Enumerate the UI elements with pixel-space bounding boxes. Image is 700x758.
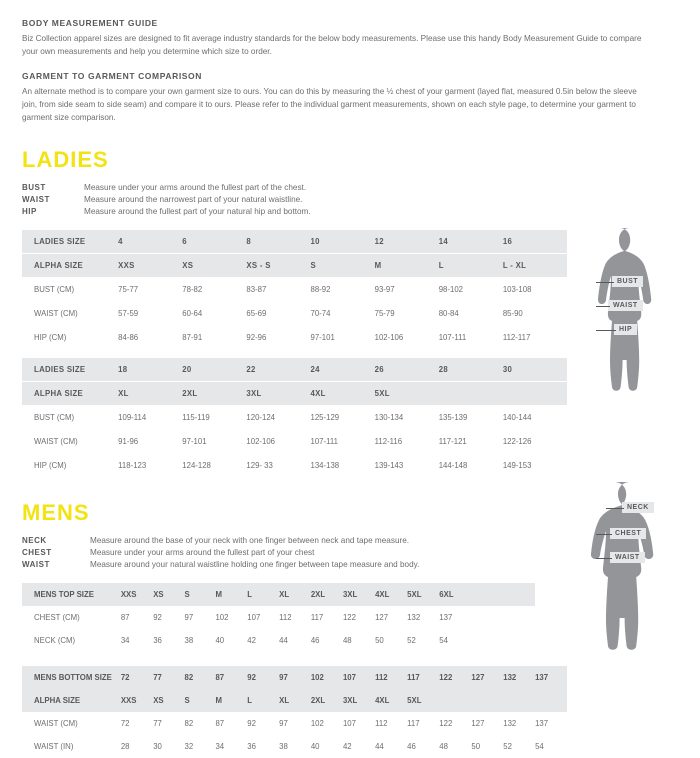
row-label: MENS BOTTOM SIZE <box>22 666 121 689</box>
value-cell: 107-111 <box>439 325 503 349</box>
ladies-silhouette-icon <box>570 224 690 464</box>
value-cell: 87 <box>120 613 130 623</box>
table-header-row <box>22 358 567 382</box>
value-cell <box>471 606 503 629</box>
value-cell: 54 <box>535 742 544 752</box>
value-cell: 120-124 <box>246 406 310 430</box>
size-cell: 127 <box>471 666 503 689</box>
value-cell: 102 <box>215 613 229 623</box>
value-cell <box>471 629 503 652</box>
value-cell: 54 <box>439 636 448 646</box>
size-cell: 132 <box>503 666 535 689</box>
row-label: MENS TOP SIZE <box>22 583 121 606</box>
value-cell: 115-119 <box>182 406 246 430</box>
value-cell: 107 <box>247 613 261 623</box>
size-cell: 24 <box>311 358 375 382</box>
value-cell: 127 <box>375 613 389 623</box>
alpha-cell: 5XL <box>407 689 439 712</box>
size-cell: 6 <box>182 230 246 254</box>
value-cell: 134-138 <box>311 454 375 478</box>
value-cell: 102 <box>310 719 324 729</box>
legend-item <box>22 183 678 192</box>
table-spacer <box>22 349 567 358</box>
value-cell <box>503 606 535 629</box>
mens-top-header-row <box>22 583 567 606</box>
row-label: NECK (CM) <box>34 636 76 646</box>
alpha-cell: 4XL <box>375 689 407 712</box>
value-cell: 28 <box>120 742 130 752</box>
value-cell: 122-126 <box>503 430 567 454</box>
size-cell: 107 <box>343 666 375 689</box>
figure-label-waist: WAIST <box>610 552 645 563</box>
alpha-cell: S <box>311 253 375 277</box>
row-label: WAIST (CM) <box>34 719 78 729</box>
value-cell: 135-139 <box>439 406 503 430</box>
value-cell: 92 <box>247 719 256 729</box>
size-cell: 112 <box>375 666 407 689</box>
row-label: LADIES SIZE <box>22 230 118 254</box>
value-cell: 40 <box>310 742 320 752</box>
size-cell: L <box>247 583 279 606</box>
value-cell: 85-90 <box>503 301 567 325</box>
alpha-cell <box>535 689 567 712</box>
alpha-cell: XL <box>118 382 182 406</box>
alpha-cell: 4XL <box>311 382 375 406</box>
row-label: ALPHA SIZE <box>22 253 118 277</box>
alpha-cell <box>471 689 503 712</box>
alpha-cell: XXS <box>118 253 182 277</box>
value-cell: 117-121 <box>439 430 503 454</box>
value-cell: 92-96 <box>246 325 310 349</box>
figure-label-bust: BUST <box>612 276 643 287</box>
value-cell: 112 <box>279 613 292 623</box>
size-cell: 12 <box>375 230 439 254</box>
value-cell: 122 <box>439 719 453 729</box>
size-cell: 92 <box>247 666 279 689</box>
garment-comparison-title: GARMENT TO GARMENT COMPARISON <box>22 70 202 81</box>
value-cell: 139-143 <box>375 454 439 478</box>
value-cell: 34 <box>215 742 225 752</box>
value-cell: 48 <box>439 742 448 752</box>
value-cell: 42 <box>342 742 352 752</box>
table-alpha-row <box>22 382 567 406</box>
row-label: ALPHA SIZE <box>22 689 121 712</box>
ladies-body-figure <box>570 224 690 469</box>
value-cell: 44 <box>375 742 384 752</box>
figure-tick-waist <box>596 306 610 307</box>
value-cell: 44 <box>279 636 288 646</box>
value-cell: 107 <box>342 719 356 729</box>
ladies-section-heading: LADIES <box>22 146 109 172</box>
table-row <box>22 629 567 652</box>
figure-tick-hip <box>596 330 616 331</box>
table-row <box>22 277 567 301</box>
legend-key: WAIST <box>22 194 50 204</box>
size-cell: 117 <box>407 666 439 689</box>
value-cell: 52 <box>503 742 512 752</box>
value-cell: 84-86 <box>118 325 182 349</box>
alpha-cell: XS - S <box>246 253 310 277</box>
value-cell: 60-64 <box>182 301 246 325</box>
alpha-cell <box>439 689 471 712</box>
value-cell: 50 <box>375 636 384 646</box>
row-label: BUST (CM) <box>22 277 118 301</box>
size-cell: 72 <box>121 666 153 689</box>
size-cell: M <box>215 583 247 606</box>
value-cell: 40 <box>215 636 225 646</box>
value-cell: 42 <box>247 636 256 646</box>
table-row <box>22 325 567 349</box>
value-cell: 127 <box>471 719 485 729</box>
legend-text: Measure around the narrowest part of your natural waistline. <box>84 194 303 204</box>
value-cell: 65-69 <box>246 301 310 325</box>
row-label: WAIST (CM) <box>22 430 118 454</box>
table-row <box>22 430 567 454</box>
legend-item <box>22 195 678 204</box>
value-cell: 93-97 <box>375 277 439 301</box>
value-cell: 72 <box>120 719 130 729</box>
value-cell: 87-91 <box>182 325 246 349</box>
size-cell: 18 <box>118 358 182 382</box>
value-cell: 30 <box>153 742 162 752</box>
table-row <box>22 606 567 629</box>
size-cell: 2XL <box>311 583 343 606</box>
value-cell: 137 <box>535 719 549 729</box>
garment-comparison-text: An alternate method is to compare your own garment size to ours. You can do this by measuring the ½ chest of your garment (layed flat, measured 0.5in below the sleeve join, from side seam to side seam) and compare it to ours. Please refer to the individual garment measurements, shown on each style page, to determine your garment to garment size comparison. <box>22 86 637 122</box>
figure-tick-waist <box>596 558 612 559</box>
table-row <box>22 712 567 735</box>
value-cell: 97 <box>184 613 194 623</box>
value-cell: 129- 33 <box>246 454 310 478</box>
alpha-cell: S <box>185 689 216 712</box>
size-cell: 22 <box>246 358 310 382</box>
alpha-cell: M <box>215 689 247 712</box>
row-label: WAIST (IN) <box>34 742 74 752</box>
value-cell <box>503 629 535 652</box>
alpha-cell: L - XL <box>503 253 567 277</box>
value-cell: 102-106 <box>246 430 310 454</box>
size-cell: 20 <box>182 358 246 382</box>
table-alpha-row <box>22 253 567 277</box>
size-cell: 4 <box>118 230 182 254</box>
value-cell: 98-102 <box>439 277 503 301</box>
value-cell: 107-111 <box>311 430 375 454</box>
figure-tick-neck <box>606 508 624 509</box>
value-cell: 149-153 <box>503 454 567 478</box>
row-label: ALPHA SIZE <box>22 382 118 406</box>
row-label: LADIES SIZE <box>22 358 118 382</box>
value-cell: 97-101 <box>311 325 375 349</box>
alpha-cell: XXS <box>121 689 153 712</box>
figure-tick-bust <box>596 282 614 283</box>
legend-item <box>22 207 678 216</box>
size-cell: 26 <box>375 358 439 382</box>
alpha-cell: M <box>375 253 439 277</box>
figure-label-hip: HIP <box>614 324 637 335</box>
value-cell: 92 <box>153 613 162 623</box>
size-cell: XS <box>153 583 184 606</box>
legend-key: WAIST <box>22 560 50 570</box>
size-cell: XXS <box>121 583 153 606</box>
value-cell: 117 <box>310 613 324 623</box>
size-cell: 122 <box>439 666 471 689</box>
ladies-measure-legend <box>22 183 678 216</box>
value-cell: 102-106 <box>375 325 439 349</box>
size-cell: S <box>185 583 216 606</box>
value-cell: 88-92 <box>311 277 375 301</box>
alpha-cell: 3XL <box>343 689 375 712</box>
value-cell: 48 <box>342 636 352 646</box>
value-cell: 137 <box>439 613 453 623</box>
size-cell: 137 <box>535 666 567 689</box>
alpha-cell: 2XL <box>311 689 343 712</box>
legend-text: Measure around the fullest part of your natural hip and bottom. <box>84 206 311 216</box>
row-label: BUST (CM) <box>22 406 118 430</box>
value-cell: 75-77 <box>118 277 182 301</box>
size-cell <box>471 583 503 606</box>
value-cell: 112 <box>375 719 388 729</box>
legend-key: BUST <box>22 182 46 192</box>
alpha-cell <box>503 689 535 712</box>
legend-text: Measure around your natural waistline holding one finger between tape measure and body. <box>90 560 420 570</box>
value-cell: 130-134 <box>375 406 439 430</box>
size-cell: 10 <box>311 230 375 254</box>
body-measurement-guide-block <box>22 18 678 59</box>
figure-label-chest: CHEST <box>610 528 646 539</box>
value-cell: 112-116 <box>375 430 439 454</box>
size-cell: 16 <box>503 230 567 254</box>
alpha-cell: 3XL <box>246 382 310 406</box>
value-cell: 122 <box>342 613 356 623</box>
value-cell: 34 <box>120 636 130 646</box>
value-cell: 112-117 <box>503 325 567 349</box>
value-cell: 38 <box>184 636 194 646</box>
alpha-cell: XS <box>182 253 246 277</box>
value-cell: 125-129 <box>311 406 375 430</box>
value-cell: 87 <box>215 719 225 729</box>
body-measurement-guide-title: BODY MEASUREMENT GUIDE <box>22 18 158 28</box>
value-cell: 75-79 <box>375 301 439 325</box>
size-cell: 28 <box>439 358 503 382</box>
row-label: WAIST (CM) <box>22 301 118 325</box>
mens-silhouette-icon <box>570 478 690 728</box>
row-label: CHEST (CM) <box>34 613 80 623</box>
alpha-cell: L <box>439 253 503 277</box>
figure-label-neck: NECK <box>622 502 654 513</box>
alpha-cell: XL <box>279 689 311 712</box>
alpha-cell: 2XL <box>182 382 246 406</box>
size-cell: 30 <box>503 358 567 382</box>
alpha-cell: L <box>247 689 279 712</box>
figure-label-waist: WAIST <box>608 300 643 311</box>
value-cell: 140-144 <box>503 406 567 430</box>
mens-bottom-alpha-row <box>22 689 567 712</box>
alpha-cell <box>503 382 567 406</box>
size-cell: 4XL <box>375 583 407 606</box>
table-row <box>22 735 567 758</box>
value-cell: 46 <box>407 742 416 752</box>
mens-bottom-header-row <box>22 666 567 689</box>
size-cell: 87 <box>215 666 247 689</box>
value-cell: 80-84 <box>439 301 503 325</box>
mens-size-table <box>22 583 567 758</box>
table-row <box>22 301 567 325</box>
alpha-cell: 5XL <box>375 382 439 406</box>
value-cell: 36 <box>247 742 256 752</box>
value-cell: 103-108 <box>503 277 567 301</box>
alpha-cell <box>439 382 503 406</box>
size-cell: XL <box>279 583 311 606</box>
value-cell: 78-82 <box>182 277 246 301</box>
value-cell: 77 <box>153 719 162 729</box>
value-cell: 32 <box>184 742 194 752</box>
value-cell: 144-148 <box>439 454 503 478</box>
size-cell: 6XL <box>439 583 471 606</box>
value-cell: 83-87 <box>246 277 310 301</box>
legend-key: HIP <box>22 206 37 216</box>
body-measurement-guide-text: Biz Collection apparel sizes are designed to fit average industry standards for the below body measurements. Please use this handy Body Measurement Guide to compare your own measurements and help you determine which size to order. <box>22 34 642 56</box>
value-cell: 132 <box>407 613 421 623</box>
figure-tick-chest <box>596 534 612 535</box>
value-cell: 57-59 <box>118 301 182 325</box>
value-cell: 91-96 <box>118 430 182 454</box>
value-cell: 109-114 <box>118 406 182 430</box>
size-cell <box>503 583 535 606</box>
size-cell: 8 <box>246 230 310 254</box>
size-cell: 82 <box>185 666 216 689</box>
value-cell: 36 <box>153 636 162 646</box>
size-cell: 97 <box>279 666 311 689</box>
value-cell: 70-74 <box>311 301 375 325</box>
legend-text: Measure around the base of your neck with one finger between neck and tape measure. <box>90 536 410 546</box>
size-cell: 3XL <box>343 583 375 606</box>
size-cell: 14 <box>439 230 503 254</box>
size-cell: 5XL <box>407 583 439 606</box>
row-label: HIP (CM) <box>22 325 118 349</box>
value-cell: 82 <box>184 719 194 729</box>
value-cell: 46 <box>310 636 320 646</box>
size-cell: 77 <box>153 666 184 689</box>
table-row <box>22 454 567 478</box>
legend-text: Measure under your arms around the fullest part of your chest <box>90 548 315 558</box>
row-label: HIP (CM) <box>22 454 118 478</box>
legend-key: CHEST <box>22 548 52 558</box>
size-cell: 102 <box>311 666 343 689</box>
value-cell: 124-128 <box>182 454 246 478</box>
ladies-size-table-1 <box>22 230 567 479</box>
value-cell: 97 <box>279 719 288 729</box>
value-cell: 50 <box>471 742 481 752</box>
value-cell: 38 <box>279 742 288 752</box>
table-spacer <box>22 652 567 666</box>
legend-key: NECK <box>22 536 47 546</box>
value-cell: 118-123 <box>118 454 182 478</box>
garment-comparison-block <box>22 71 678 125</box>
value-cell: 52 <box>407 636 416 646</box>
value-cell: 117 <box>407 719 420 729</box>
table-row <box>22 406 567 430</box>
mens-body-figure <box>570 478 690 733</box>
alpha-cell: XS <box>153 689 184 712</box>
value-cell: 97-101 <box>182 430 246 454</box>
legend-text: Measure under your arms around the fullest part of the chest. <box>84 182 307 192</box>
mens-section-heading: MENS <box>22 500 90 526</box>
value-cell: 132 <box>503 719 517 729</box>
table-header-row <box>22 230 567 254</box>
